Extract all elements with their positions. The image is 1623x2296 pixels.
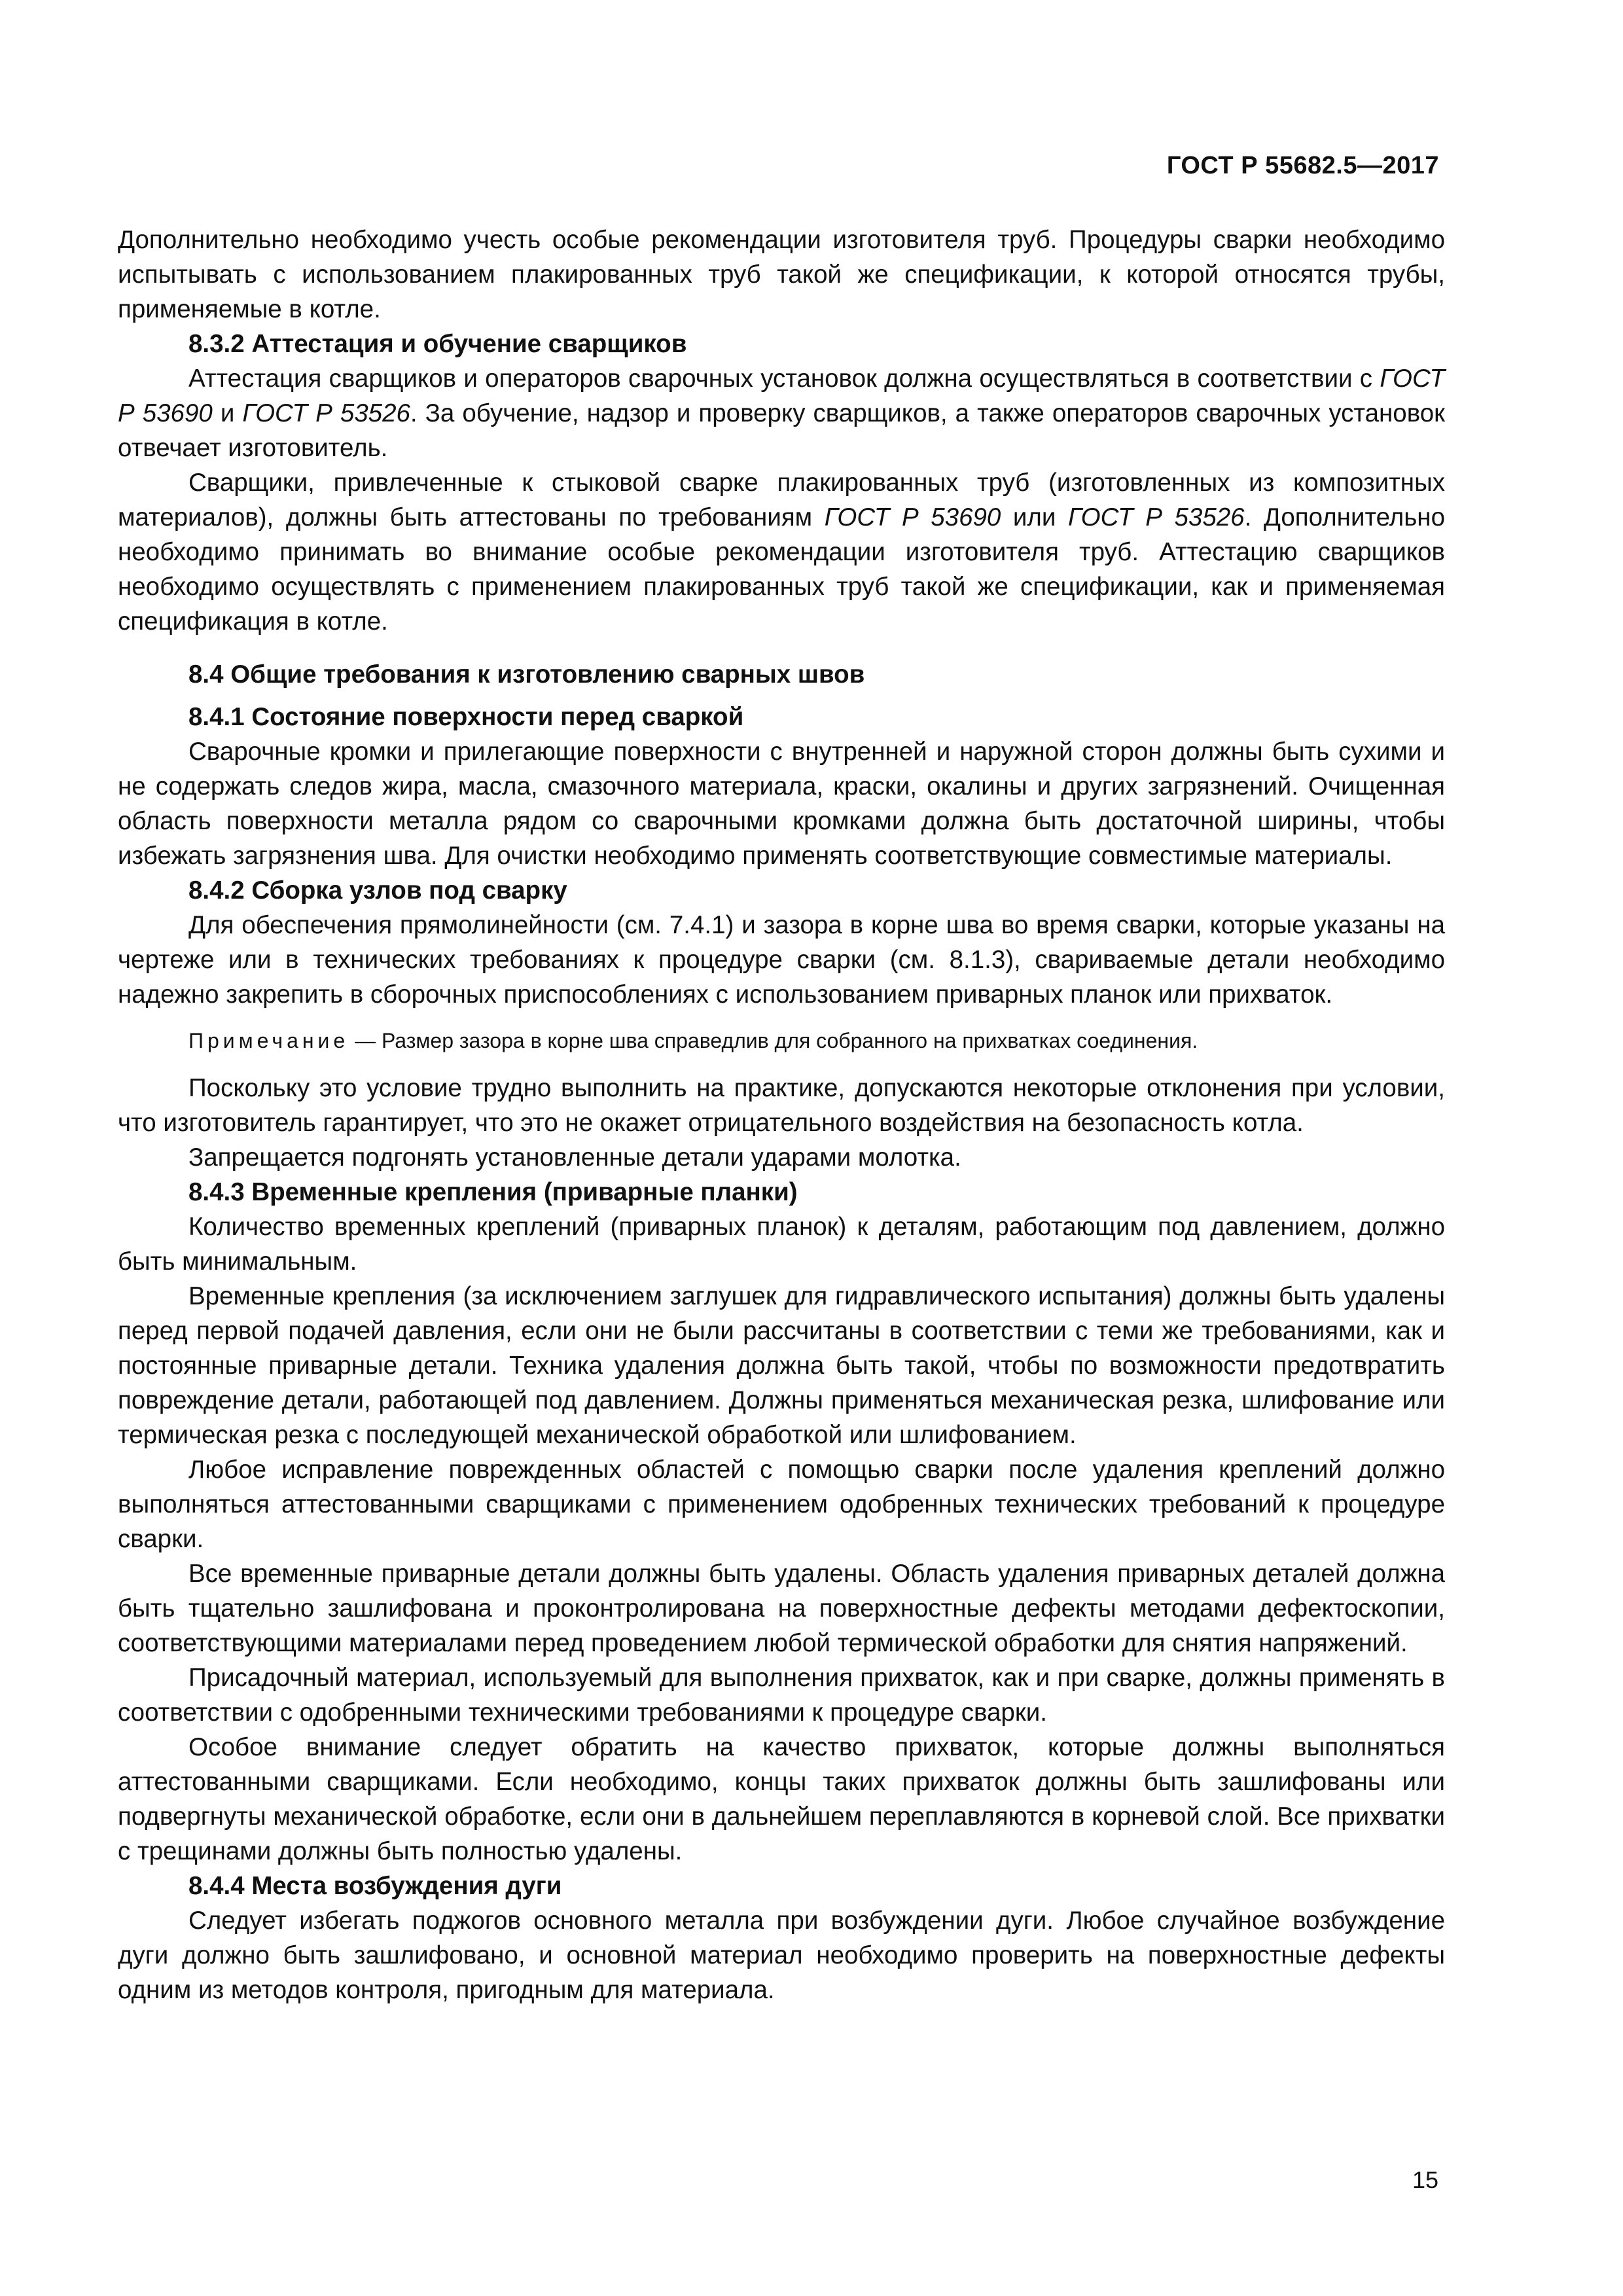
note-dash: — [349, 1029, 382, 1052]
note-text: Размер зазора в корне шва справедлив для собранного на прихватках соединения. [382, 1029, 1198, 1052]
paragraph: Следует избегать поджогов основного металла при возбуждении дуги. Любое случайное возбуждение дуги должно быть зашлифовано, и основной материал необходимо проверить на поверхностные дефекты одним из методов контроля, пригодным для материала. [118, 1907, 1445, 2004]
section-heading-8-4-1: 8.4.1 Состояние поверхности перед сваркой [188, 703, 744, 731]
document-body [118, 223, 1445, 2007]
paragraph-text: или [1001, 503, 1068, 531]
paragraph: Запрещается подгонять установленные детали ударами молотка. [188, 1143, 961, 1172]
paragraph: Для обеспечения прямолинейности (см. 7.4.1) и зазора в корне шва во время сварки, которые указаны на чертеже или в технических требованиях к процедуре сварки (см. 8.1.3), свариваемые детали необходимо надежно закрепить в сборочных приспособлениях с использованием приварных планок или прихваток. [118, 911, 1445, 1009]
standard-reference: ГОСТ Р 53526 [242, 399, 410, 427]
section-heading-8-4-3: 8.4.3 Временные крепления (приварные планки) [188, 1178, 798, 1206]
paragraph: Присадочный материал, используемый для выполнения прихваток, как и при сварке, должны применять в соответствии с одобренными техническими требованиями к процедуре сварки. [118, 1664, 1445, 1727]
section-heading-8-3-2: 8.3.2 Аттестация и обучение сварщиков [188, 330, 687, 358]
standard-reference: ГОСТ Р 53526 [1068, 503, 1245, 531]
paragraph: Количество временных креплений (приварных планок) к деталям, работающим под давлением, должно быть минимальным. [118, 1213, 1445, 1276]
paragraph: Сварочные кромки и прилегающие поверхности с внутренней и наружной сторон должны быть сухими и не содержать следов жира, масла, смазочного материала, краски, окалины и других загрязнений. Очищенная область поверхности металла рядом со сварочными кромками должна быть достаточной ширины, чтобы избежать загрязнения шва. Для очистки необходимо применять соответствующие совместимые материалы. [118, 738, 1445, 870]
paragraph-text: и [212, 399, 243, 427]
paragraph: Особое внимание следует обратить на качество прихваток, которые должны выполняться аттестованными сварщиками. Если необходимо, концы таких прихваток должны быть зашлифованы или подвергнуты механической обработке, если они в дальнейшем переплавляются в корневой слой. Все прихватки с трещинами должны быть полностью удалены. [118, 1733, 1445, 1865]
paragraph: Поскольку это условие трудно выполнить на практике, допускаются некоторые отклонения при условии, что изготовитель гарантирует, что это не окажет отрицательного воздействия на безопасность котла. [118, 1074, 1445, 1137]
note-label: Примечание [188, 1029, 349, 1052]
section-heading-8-4: 8.4 Общие требования к изготовлению сварных швов [188, 660, 865, 689]
paragraph: Дополнительно необходимо учесть особые рекомендации изготовителя труб. Процедуры сварки необходимо испытывать с использованием плакированных труб такой же спецификации, к которой относятся трубы, применяемые в котле. [118, 226, 1445, 323]
standard-reference: ГОСТ Р 53690 [824, 503, 1001, 531]
paragraph-text: Сварщики, привлеченные к стыковой сварке плакированных труб (изготовленных из композитных материалов), должны быть аттестованы по требованиям [118, 469, 1445, 531]
paragraph-text: Аттестация сварщиков и операторов сварочных установок должна осуществляться в соответствии с [188, 365, 1380, 393]
section-heading-8-4-4: 8.4.4 Места возбуждения дуги [188, 1872, 562, 1900]
standard-reference: ГОСТ Р 53690 [118, 365, 1445, 427]
paragraph: Все временные приварные детали должны быть удалены. Область удаления приварных деталей должна быть тщательно зашлифована и проконтролирована на поверхностные дефекты методами дефектоскопии, соответствующими материалами перед проведением любой термической обработки для снятия напряжений. [118, 1560, 1445, 1657]
note [118, 1026, 1445, 1055]
paragraph [118, 465, 1445, 639]
paragraph-text: . За обучение, надзор и проверку сварщиков, а также операторов сварочных установок отвечает изготовитель. [118, 399, 1445, 462]
paragraph-text: . Дополнительно необходимо принимать во внимание особые рекомендации изготовителя труб. Аттестацию сварщиков необходимо осуществлять с применением плакированных труб такой же спецификации, как и применяемая спецификация в котле. [118, 503, 1445, 636]
paragraph [118, 361, 1445, 465]
paragraph: Любое исправление поврежденных областей с помощью сварки после удаления креплений должно выполняться аттестованными сварщиками с применением одобренных технических требований к процедуре сварки. [118, 1456, 1445, 1553]
document-code-header: ГОСТ Р 55682.5—2017 [1166, 152, 1439, 179]
paragraph: Временные крепления (за исключением заглушек для гидравлического испытания) должны быть удалены перед первой подачей давления, если они не были рассчитаны в соответствии с теми же требованиями, как и постоянные приварные детали. Техника удаления должна быть такой, чтобы по возможности предотвратить повреждение детали, работающей под давлением. Должны применяться механическая резка, шлифование или термическая резка с последующей механической обработкой или шлифованием. [118, 1282, 1445, 1449]
page-number: 15 [1412, 2166, 1438, 2193]
section-heading-8-4-2: 8.4.2 Сборка узлов под сварку [188, 876, 567, 905]
